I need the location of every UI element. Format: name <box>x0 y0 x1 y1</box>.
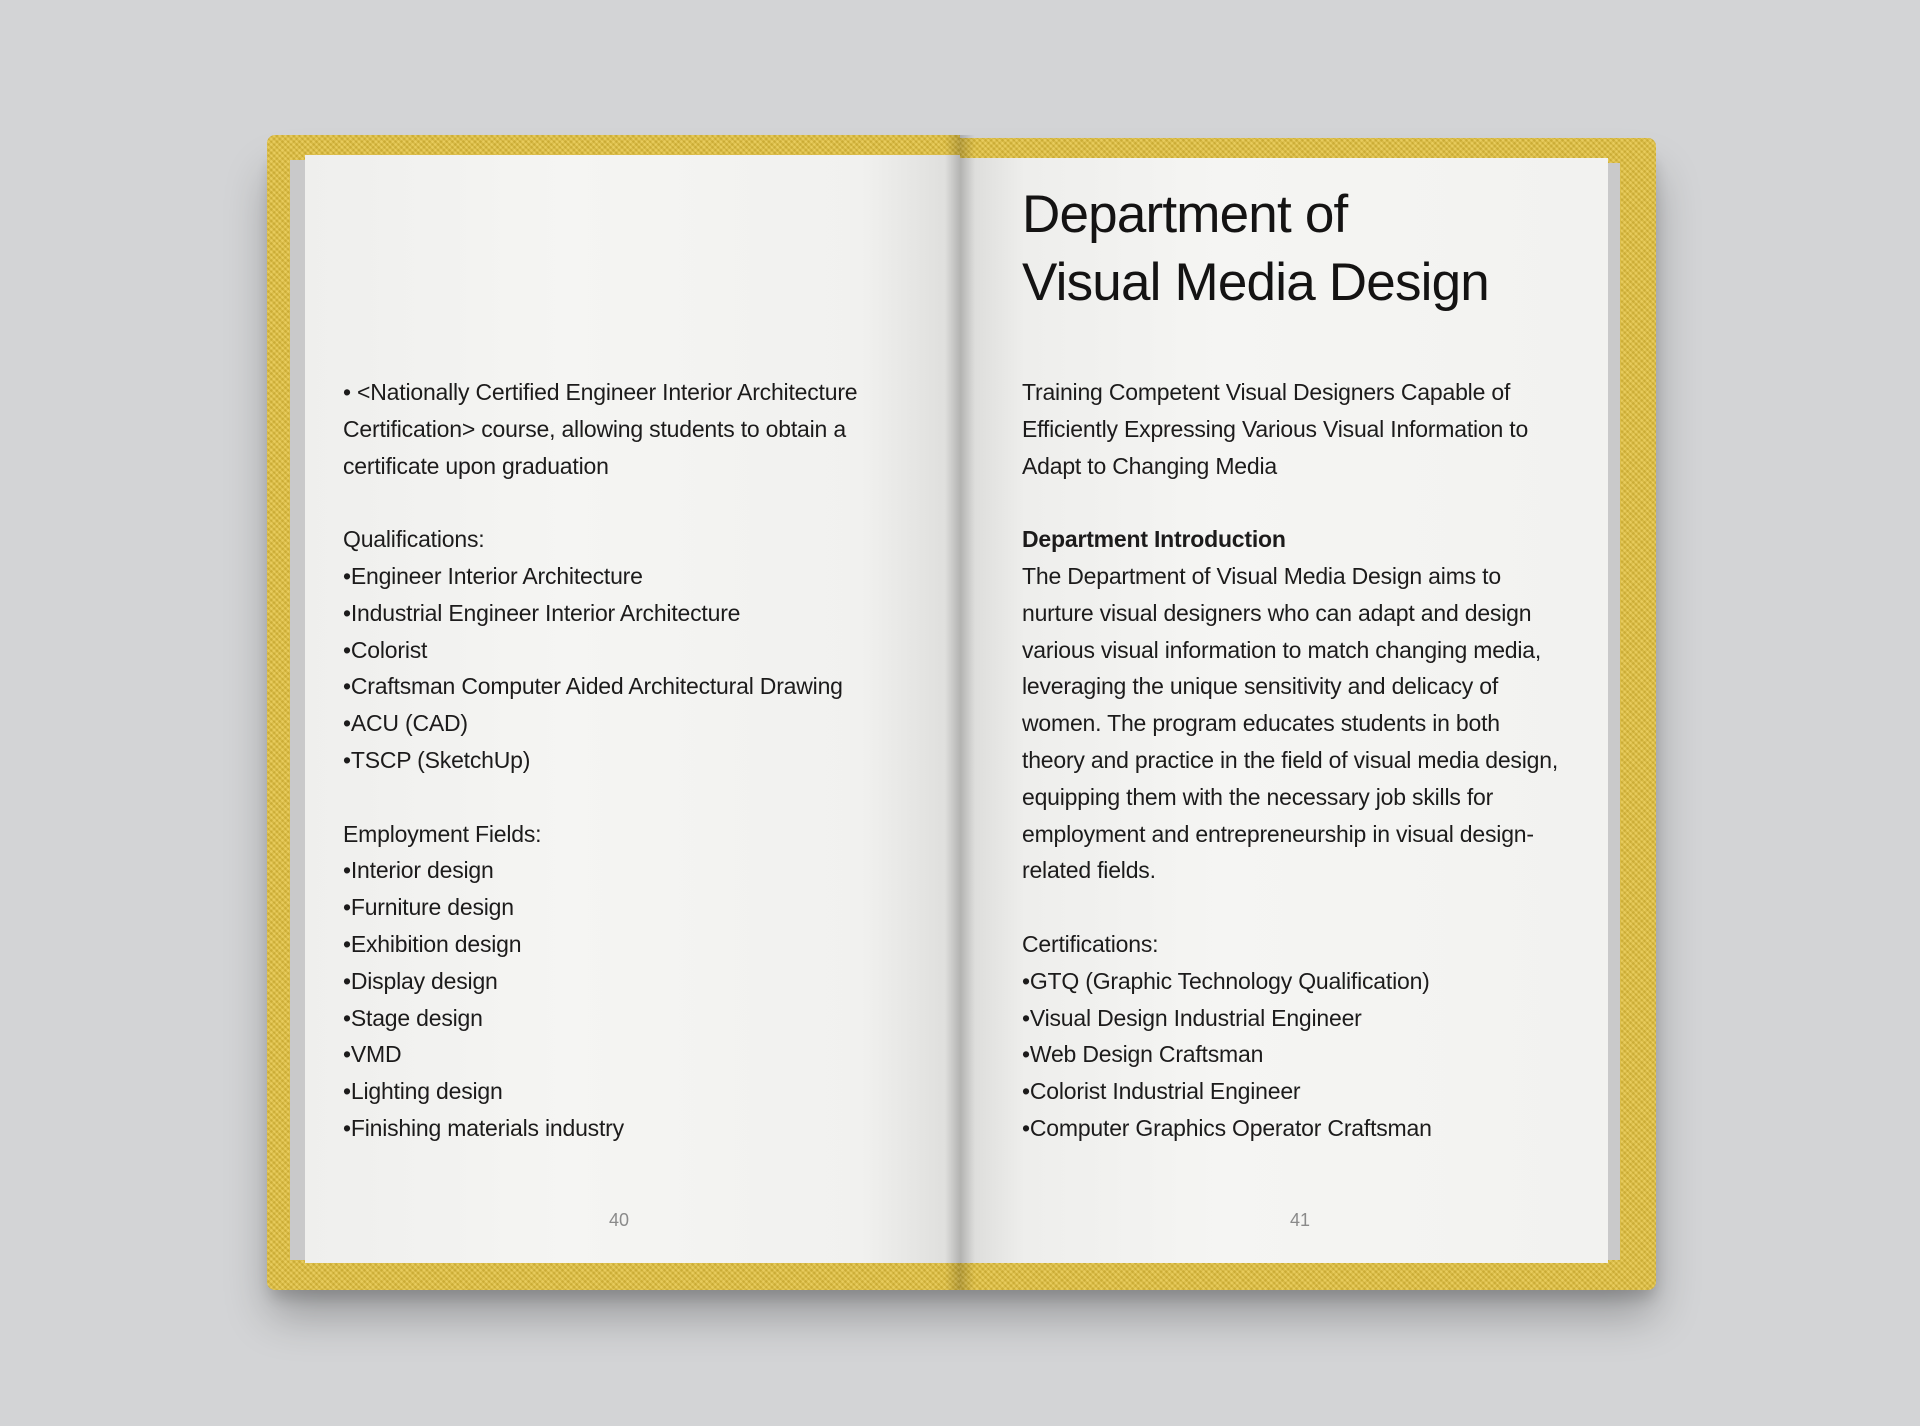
certification-item: • Web Design Craftsman <box>1022 1036 1592 1073</box>
intro-heading: Department Introduction <box>1022 526 1286 553</box>
intro-body-line: equipping them with the necessary job skills for <box>1022 783 1494 810</box>
left-page-body <box>343 374 943 1147</box>
book-gutter <box>945 135 975 1290</box>
employment-item: • VMD <box>343 1036 943 1073</box>
employment-label: Employment Fields: <box>343 820 542 847</box>
page-number-left: 40 <box>609 1210 630 1230</box>
subtitle-line: Adapt to Changing Media <box>1022 452 1277 479</box>
employment-item: • Exhibition design <box>343 926 943 963</box>
qualification-item: • Industrial Engineer Interior Architecture <box>343 595 943 632</box>
qualification-item: • Engineer Interior Architecture <box>343 558 943 595</box>
left-page <box>305 155 960 1263</box>
subtitle-line: Efficiently Expressing Various Visual Information to <box>1022 415 1529 442</box>
intro-body-line: The Department of Visual Media Design aims to <box>1022 562 1501 589</box>
intro-line: certificate upon graduation <box>343 452 609 479</box>
page-title <box>1022 181 1582 317</box>
employment-item: • Lighting design <box>343 1073 943 1110</box>
intro-body-line: nurture visual designers who can adapt and design <box>1022 599 1532 626</box>
subtitle-line: Training Competent Visual Designers Capable of <box>1022 379 1511 405</box>
intro-body-line: leveraging the unique sensitivity and delicacy of <box>1022 673 1499 700</box>
certification-item: • GTQ (Graphic Technology Qualification) <box>1022 963 1592 1000</box>
employment-item: • Interior design <box>343 852 943 889</box>
certification-item: • Visual Design Industrial Engineer <box>1022 1000 1592 1037</box>
employment-item: • Stage design <box>343 1000 943 1037</box>
page-number-right: 41 <box>1290 1210 1311 1230</box>
title-line: Department of <box>1022 185 1348 244</box>
intro-body-line: women. The program educates students in both <box>1022 710 1500 737</box>
intro-body-line: employment and entrepreneurship in visual design- <box>1022 820 1534 847</box>
certification-item: • Computer Graphics Operator Craftsman <box>1022 1110 1592 1147</box>
employment-item: • Furniture design <box>343 889 943 926</box>
qualification-item: • TSCP (SketchUp) <box>343 742 943 779</box>
intro-body-line: various visual information to match changing media, <box>1022 636 1542 663</box>
employment-item: • Display design <box>343 963 943 1000</box>
certification-item: • Colorist Industrial Engineer <box>1022 1073 1592 1110</box>
intro-line: • <Nationally Certified Engineer Interior Architecture <box>343 379 858 405</box>
title-line: Visual Media Design <box>1022 253 1489 312</box>
qualification-item: • Colorist <box>343 632 943 669</box>
qualification-item: • ACU (CAD) <box>343 705 943 742</box>
intro-body-line: related fields. <box>1022 857 1156 884</box>
intro-body-line: theory and practice in the field of visual media design, <box>1022 746 1559 773</box>
right-page-body <box>1022 374 1592 1147</box>
qualifications-label: Qualifications: <box>343 526 485 553</box>
intro-line: Certification> course, allowing students to obtain a <box>343 415 846 442</box>
employment-item: • Finishing materials industry <box>343 1110 943 1147</box>
qualification-item: • Craftsman Computer Aided Architectural Drawing <box>343 668 943 705</box>
right-page <box>960 158 1608 1263</box>
certifications-label: Certifications: <box>1022 930 1159 957</box>
